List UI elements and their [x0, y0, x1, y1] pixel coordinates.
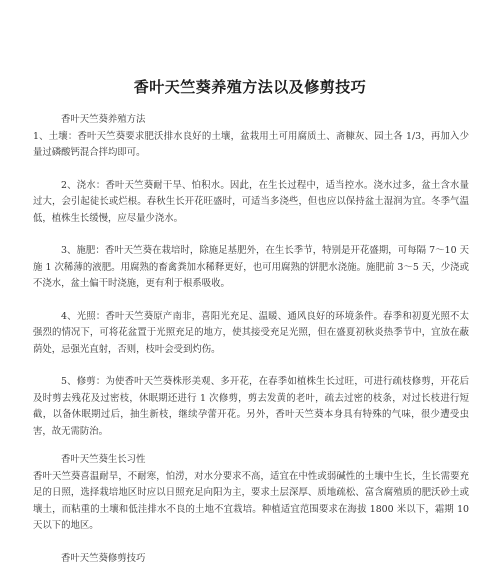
paragraph-soil: 1、土壤：香叶天竺葵要求肥沃排水良好的土壤，盆栽用土可用腐质土、斋糠灰、园土各 1/3，再加入少量过磷酸钙混合拌均即可。: [33, 129, 469, 162]
paragraph-fertilizing: 3、施肥：香叶天竺葵在栽培时，除施足基肥外，在生长季节，特别是开花盛期，可每隔 7～10 天施 1 次稀薄的液肥。用腐熟的畜禽粪加水稀释更好，也可用腐熟的饼肥水浇施。施肥前 3～5 天，少浇或不浇水，盆土偏干时浇施，更有利于根系吸收。: [33, 243, 469, 293]
section-heading: 香叶天竺葵修剪技巧: [33, 551, 469, 567]
paragraph-growth-habits: 香叶天竺葵喜温耐旱，不耐寒，怕涝，对水分要求不高，适宜在中性或弱碱性的土壤中生长，生长需要充足的日照，选择栽培地区时应以日照充足向阳为主，要求土层深厚、质地疏松、富含腐殖质的肥沃砂土或壤土，而粘重的土壤和低洼排水不良的土地不宜栽培。种植适宜范围要求在海拔 1800 米以下，霜期 10 天以下的地区。: [33, 469, 469, 535]
paragraph-pruning: 5、修剪：为使香叶天竺葵株形美观、多开花，在春季如植株生长过旺，可进行疏枝修剪，开花后及时剪去残花及过密枝，休眠期还进行 1 次修剪，剪去发黄的老叶，疏去过密的枝条，对过长枝进行短截，以备休眠期过后，抽生新枝，继续孕蕾开花。另外，香叶天竺葵本身具有特殊的气味，很少遭受虫害，故无需防治。: [33, 374, 469, 440]
section-heading: 香叶天竺葵养殖方法: [33, 112, 469, 129]
paragraph-lighting: 4、光照：香叶天竺葵原产南非，喜阳光充足、温暖、通风良好的环境条件。春季和初夏光照不太强烈的情况下，可将花盆置于光照充足的地方，使其接受充足光照，但在盛夏初秋炎热季节中，宜放在蔽荫处，忌强光直射，否则，枝叶会受到灼伤。: [33, 309, 469, 359]
paragraph-watering: 2、浇水：香叶天竺葵耐干旱、怕积水。因此，在生长过程中，适当控水。浇水过多，盆土含水量过大，会引起徒长或烂根。春秋生长开花旺盛时，可适当多浇些，但也应以保持盆土湿润为宜。冬季气温低，植株生长缓慢，应尽量少浇水。: [33, 178, 469, 228]
section-heading: 香叶天竺葵生长习性: [33, 452, 469, 469]
document-title: 香叶天竺葵养殖方法以及修剪技巧: [0, 76, 500, 97]
document-body: [33, 112, 469, 567]
